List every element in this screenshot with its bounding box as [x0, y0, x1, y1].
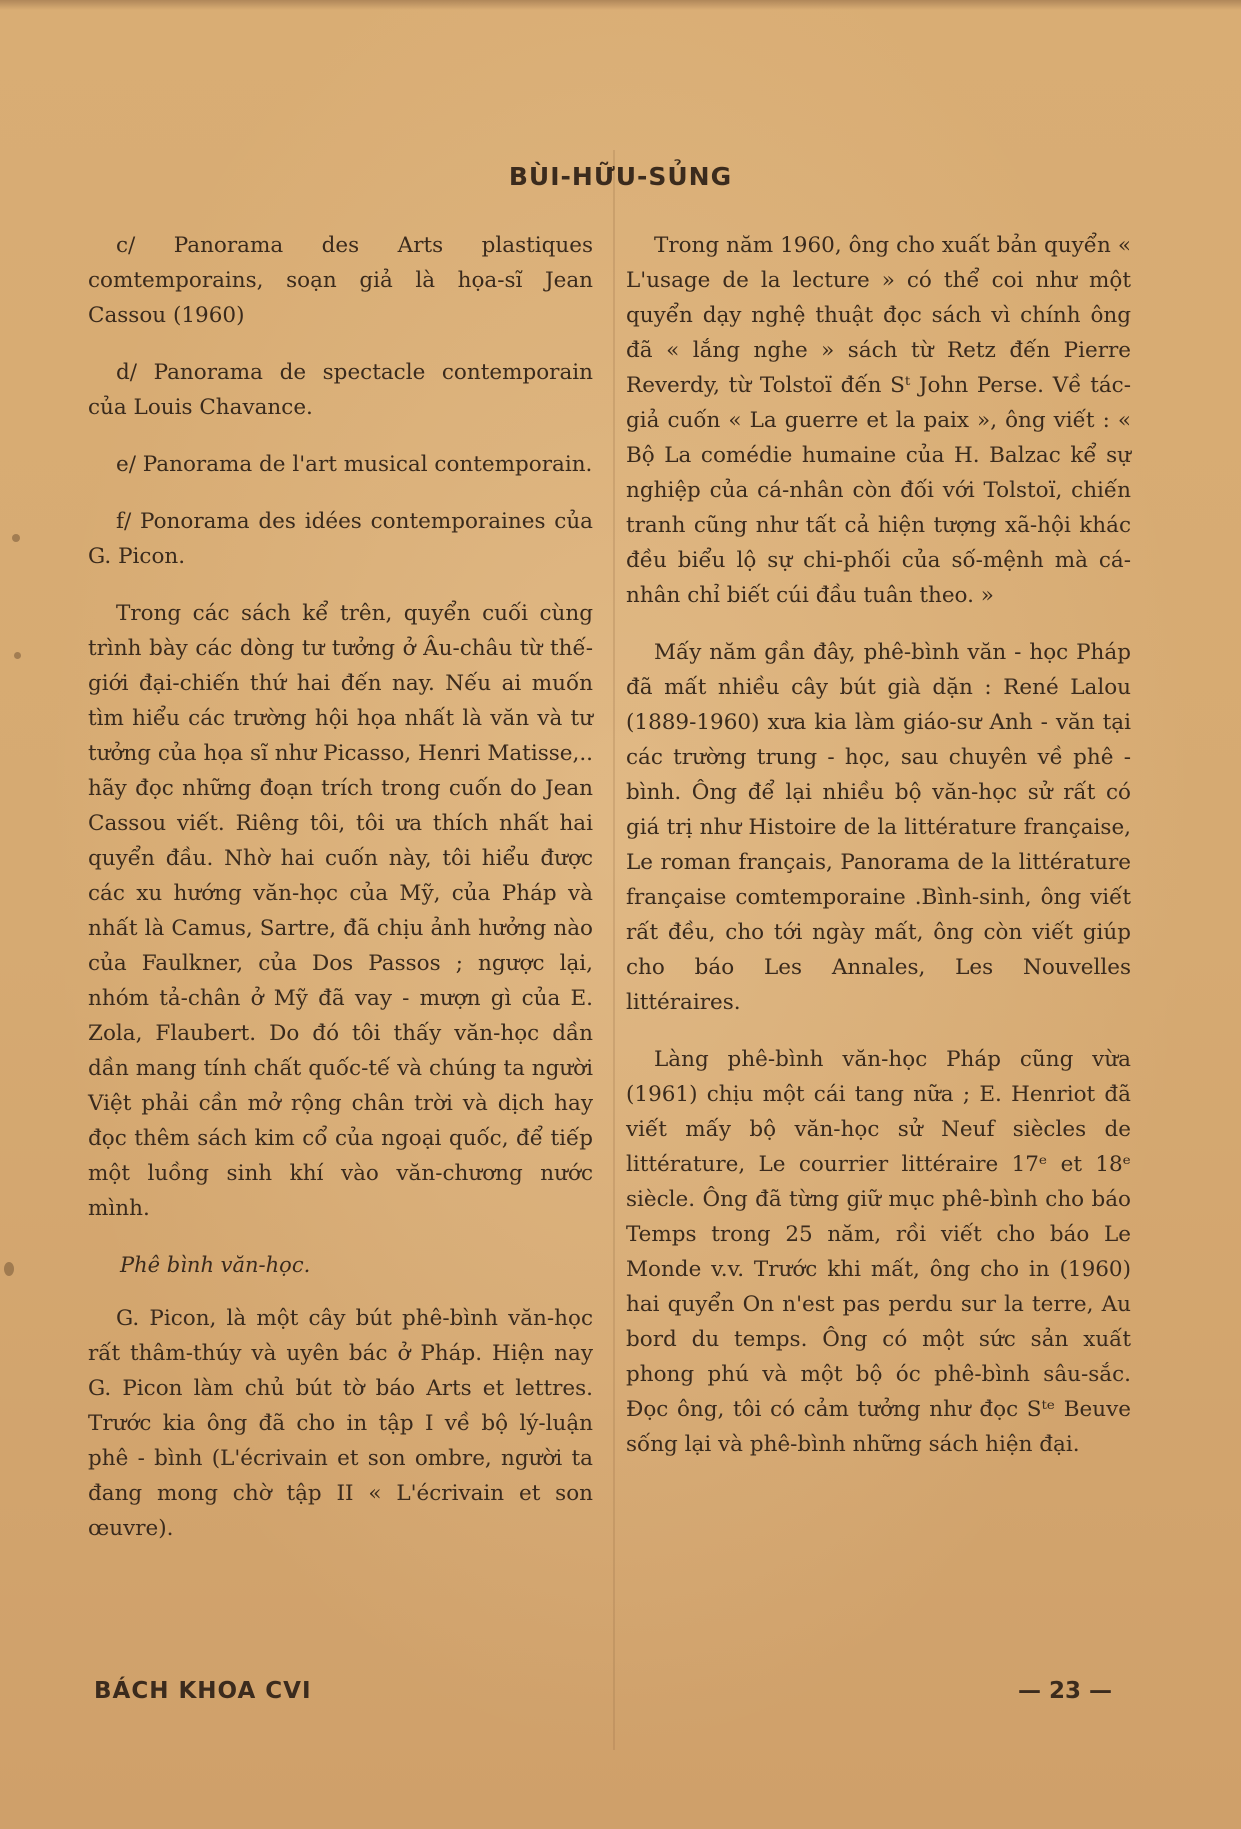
page-number: — 23 —	[1018, 1678, 1113, 1704]
paper-mark	[14, 652, 21, 659]
left-column	[88, 228, 593, 1568]
paragraph: Trong năm 1960, ông cho xuất bản quyển « L'usage de la lecture » có thể coi như một quyển dạy nghệ thuật đọc sách vì chính ông đã « lắng nghe » sách từ Retz đến Pierre Reverdy, từ Tolstoï đến Sᵗ John Perse. Về tác-giả cuốn « La guerre et la paix », ông viết : « Bộ La comédie humaine của H. Balzac kể sự nghiệp của cá-nhân còn đối với Tolstoï, chiến tranh cũng như tất cả hiện tượng xã-hội khác đều biểu lộ sự chi-phối của số-mệnh mà cá-nhân chỉ biết cúi đầu tuân theo. »	[626, 233, 1131, 608]
paragraph: e/ Panorama de l'art musical contemporain.	[116, 452, 593, 477]
paragraph: d/ Panorama de spectacle contemporain của Louis Chavance.	[88, 360, 593, 420]
paragraph: c/ Panorama des Arts plastiques comtemporains, soạn giả là họa-sĩ Jean Cassou (1960)	[88, 233, 593, 328]
section-heading: Phê bình văn-học.	[120, 1253, 311, 1277]
paragraph: Mấy năm gần đây, phê-bình văn - học Pháp đã mất nhiều cây bút già dặn : René Lalou (1889-1960) xưa kia làm giáo-sư Anh - văn tại các trường trung - học, sau chuyên về phê - bình. Ông để lại nhiều bộ văn-học sử rất có giá trị như Histoire de la littérature française, Le roman français, Panorama de la littérature française comtemporaine .Bình-sinh, ông viết rất đều, cho tới ngày mất, ông còn viết giúp cho báo Les Annales, Les Nouvelles littéraires.	[626, 640, 1131, 1015]
page-fold	[613, 150, 615, 1750]
page-edge	[0, 0, 1241, 10]
paper-mark	[4, 1262, 14, 1276]
paper-mark	[12, 534, 20, 542]
paragraph: Làng phê-bình văn-học Pháp cũng vừa (1961) chịu một cái tang nữa ; E. Henriot đã viết mấy bộ văn-học sử Neuf siècles de littérature, Le courrier littéraire 17ᵉ et 18ᵉ siècle. Ông đã từng giữ mục phê-bình cho báo Temps trong 25 năm, rồi viết cho báo Le Monde v.v. Trước khi mất, ông cho in (1960) hai quyển On n'est pas perdu sur la terre, Au bord du temps. Ông có một sức sản xuất phong phú và một bộ óc phê-bình sâu-sắc. Đọc ông, tôi có cảm tưởng như đọc Sᵗᵉ Beuve sống lại và phê-bình những sách hiện đại.	[626, 1047, 1131, 1457]
page-header: BÙI-HỮU-SỦNG	[508, 162, 733, 191]
paragraph: f/ Ponorama des idées contemporaines của G. Picon.	[88, 509, 593, 569]
paragraph: Trong các sách kể trên, quyển cuối cùng trình bày các dòng tư tưởng ở Âu-châu từ thế-giới đại-chiến thứ hai đến nay. Nếu ai muốn tìm hiểu các trường hội họa nhất là văn và tư tưởng của họa sĩ như Picasso, Henri Matisse,.. hãy đọc những đoạn trích trong cuốn do Jean Cassou viết. Riêng tôi, tôi ưa thích nhất hai quyển đầu. Nhờ hai cuốn này, tôi hiểu được các xu hướng văn-học của Mỹ, của Pháp và nhất là Camus, Sartre, đã chịu ảnh hưởng nào của Faulkner, của Dos Passos ; ngược lại, nhóm tả-chân ở Mỹ đã vay - mượn gì của E. Zola, Flaubert. Do đó tôi thấy văn-học dần dần mang tính chất quốc-tế và chúng ta người Việt phải cần mở rộng chân trời và dịch hay đọc thêm sách kim cổ của ngoại quốc, để tiếp một luồng sinh khí vào văn-chương nước mình.	[88, 601, 593, 1221]
publication-name: BÁCH KHOA CVI	[94, 1678, 312, 1704]
paragraph: G. Picon, là một cây bút phê-bình văn-học rất thâm-thúy và uyên bác ở Pháp. Hiện nay G. Picon làm chủ bút tờ báo Arts et lettres. Trước kia ông đã cho in tập I về bộ lý-luận phê - bình (L'écrivain et son ombre, người ta đang mong chờ tập II « L'écrivain et son œuvre).	[88, 1306, 593, 1541]
right-column	[626, 228, 1131, 1484]
